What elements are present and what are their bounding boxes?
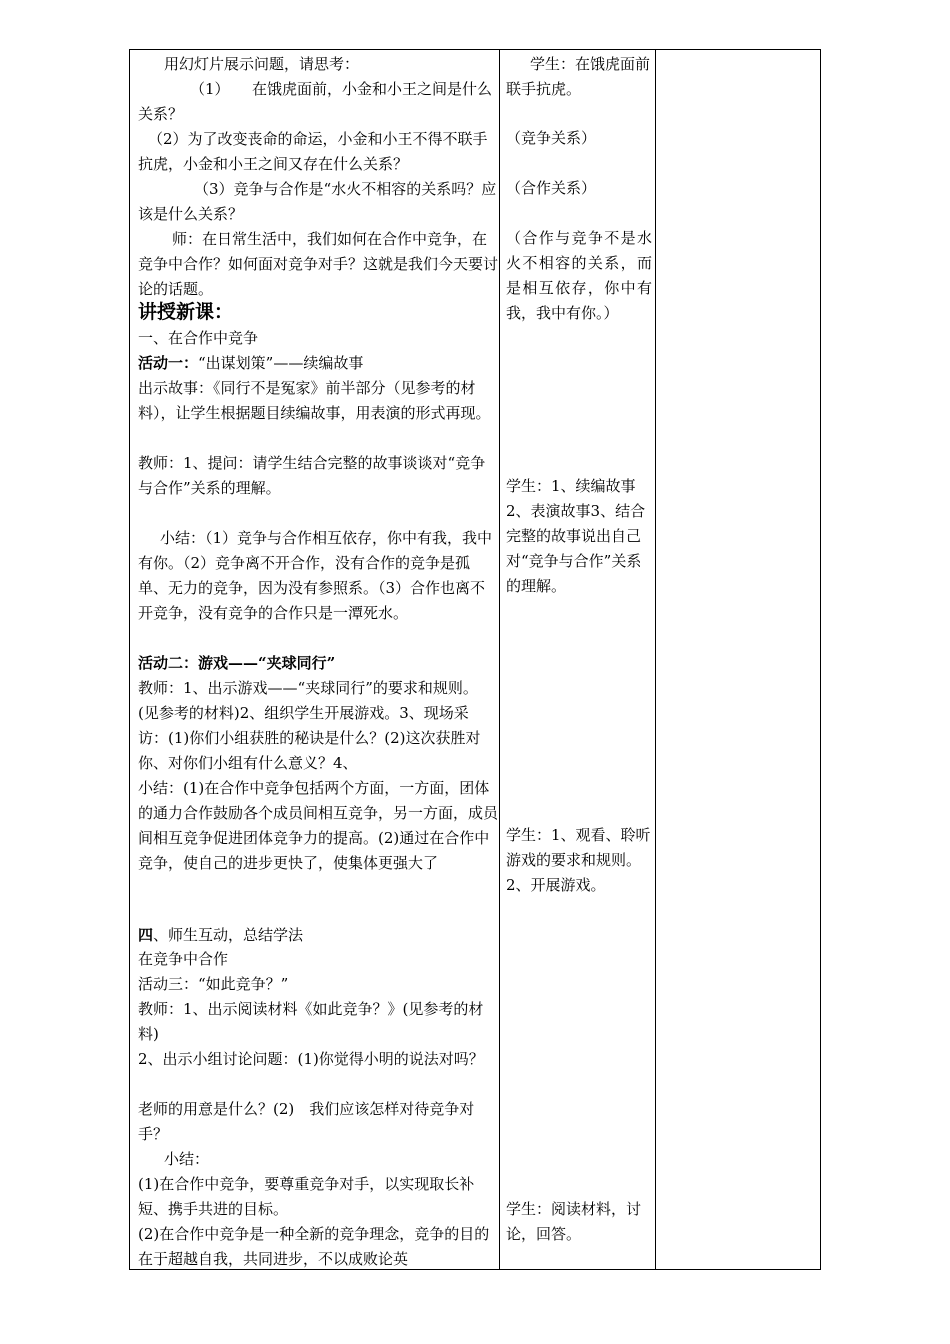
paragraph: 出示故事：《同行不是冤家》前半部分（见参考的材料），让学生根据题目续编故事，用表演的形式再现。 <box>138 379 491 422</box>
activity-heading: 活动二：游戏——“夹球同行” <box>138 654 336 672</box>
lesson-plan-table <box>129 49 821 1270</box>
paragraph: 在竞争中合作 <box>138 950 229 968</box>
paragraph: (1)在合作中竞争，要尊重竞争对手，以实现取长补短、携手共进的目标。 <box>138 1175 475 1218</box>
activity-title: “出谋划策”——续编故事 <box>198 354 364 372</box>
paragraph: 2、出示小组讨论问题：(1)你觉得小明的说法对吗？ <box>138 1050 484 1068</box>
section-number: 四 <box>138 926 154 944</box>
paragraph: 学生：阅读材料，讨论，回答。 <box>506 1200 642 1243</box>
paragraph: （3）竞争与合作是“水火不相容的关系吗？应该是什么关系？ <box>138 180 497 223</box>
section-heading <box>138 923 498 948</box>
column-divider <box>499 50 500 1269</box>
paragraph: 学生：1、续编故事2、表演故事3、结合完整的故事说出自己对“竞争与合作”关系的理解。 <box>506 477 646 595</box>
paragraph: 教师：1、提问：请学生结合完整的故事谈谈对“竞争与合作”关系的理解。 <box>138 454 486 497</box>
paragraph: 教师：1、出示阅读材料《如此竞争？》(见参考的材料) <box>138 1000 484 1043</box>
teacher-activity-column <box>138 50 498 1269</box>
activity-label: 活动一： <box>138 354 199 372</box>
paragraph: (2)在合作中竞争是一种全新的竞争理念，竞争的目的在于超越自我，共同进步，不以成败论英 <box>138 1225 490 1268</box>
section-title: 、师生互动，总结学法 <box>153 926 304 944</box>
column-divider <box>655 50 656 1269</box>
student-activity-column <box>506 50 652 1269</box>
paragraph: 学生：在饿虎面前联手抗虎。 <box>506 55 651 98</box>
paragraph: 一、在合作中竞争 <box>138 329 259 347</box>
activity-heading <box>138 351 498 376</box>
paragraph: （2）为了改变丧命的命运，小金和小王不得不联手抗虎，小金和小王之间又存在什么关系？ <box>138 130 488 173</box>
paragraph: 老师的用意是什么？(2) 我们应该怎样对待竞争对手？ <box>138 1100 475 1143</box>
paragraph: 活动三：“如此竞争？” <box>138 975 289 993</box>
paragraph: 小结： <box>164 1150 210 1168</box>
paragraph: 用幻灯片展示问题，请思考： <box>164 55 360 73</box>
paragraph: 学生：1、观看、聆听游戏的要求和规则。2、开展游戏。 <box>506 826 651 894</box>
section-heading: 讲授新课： <box>138 301 234 323</box>
notes-column <box>660 50 818 1269</box>
paragraph: 小结：(1)在合作中竞争包括两个方面，一方面，团体的通力合作鼓励各个成员间相互竞争，另一方面，成员间相互竞争促进团体竞争力的提高。(2)通过在合作中竞争，使自己的进步更快了，使集体更强大了 <box>138 779 498 872</box>
paragraph: 教师：1、出示游戏——“夹球同行”的要求和规则。(见参考的材料)2、组织学生开展游戏。3、现场采访：(1)你们小组获胜的秘诀是什么？(2)这次获胜对你、对你们小组有什么意义？4、 <box>138 679 481 772</box>
paragraph: （合作与竞争不是水火不相容的关系，而是相互依存，你中有我，我中有你。） <box>506 229 652 322</box>
paragraph: （竞争关系） <box>506 129 597 147</box>
paragraph: 小结：（1）竞争与合作相互依存，你中有我，我中有你。（2）竞争离不开合作，没有合作的竞争是孤单、无力的竞争，因为没有参照系。（3）合作也离不开竞争，没有竞争的合作只是一潭死水。 <box>138 529 493 622</box>
paragraph: （合作关系） <box>506 179 597 197</box>
paragraph: 师：在日常生活中，我们如何在合作中竞争，在竞争中合作？如何面对竞争对手？这就是我们今天要讨论的话题。 <box>138 230 498 298</box>
paragraph: （1） 在饿虎面前，小金和小王之间是什么关系？ <box>138 80 493 123</box>
